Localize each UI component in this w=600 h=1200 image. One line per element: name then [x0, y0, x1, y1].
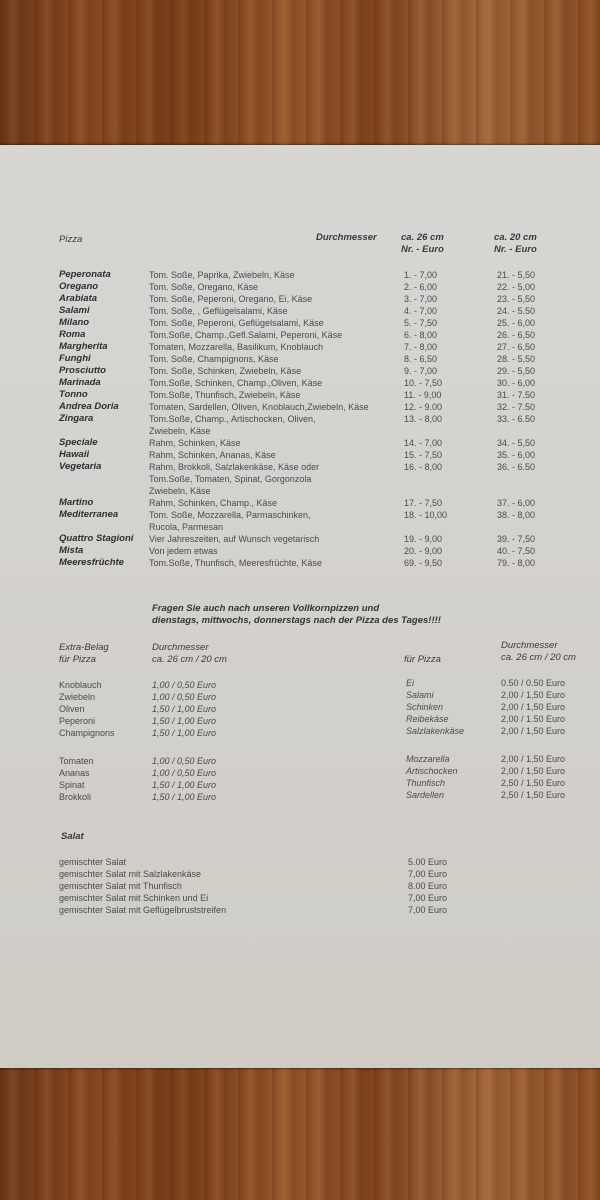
extra-left-topping-price: 1,50 / 1,00 Euro [152, 792, 217, 802]
pizza-name: Milano [59, 317, 90, 328]
extra-right-topping-name: Salzlakenkäse [406, 726, 465, 736]
pizza-name: Peperonata [59, 269, 111, 280]
price-20cm: 21. - 5,50 [497, 270, 536, 280]
extra-left-topping-price: 1,50 / 1,00 Euro [152, 704, 217, 714]
col26-size-label: ca. 26 cm [401, 232, 444, 243]
pizza-ingredients: Tom. Soße, , Geflügelsalami, Käse [149, 306, 288, 316]
pizza-ingredients: Vier Jahreszeiten, auf Wunsch vegetarisch [149, 534, 320, 544]
pizza-name: Margherita [59, 341, 108, 352]
pizza-section-title: Pizza [59, 234, 83, 245]
salat-price: 7,00 Euro [408, 893, 448, 903]
price-26cm: 6. - 8,00 [404, 330, 438, 340]
extra-left-topping-name: Knoblauch [59, 680, 102, 690]
price-20cm: 22. - 5,00 [497, 282, 536, 292]
pizza-ingredients: Tom.Soße, Thunfisch, Meeresfrüchte, Käse [149, 558, 322, 568]
extras-diameter-label-left: Durchmesser [152, 642, 209, 653]
price-20cm: 31. - 7.50 [497, 390, 536, 400]
extras-size-label-right: ca. 26 cm / 20 cm [501, 652, 576, 663]
extra-left-topping-price: 1,50 / 1,00 Euro [152, 728, 217, 738]
price-20cm: 23. - 5,50 [497, 294, 536, 304]
extra-right-topping-name: Schinken [406, 702, 444, 712]
pizza-ingredients: Tom. Soße, Mozzarella, Parmaschinken, [149, 510, 311, 520]
price-26cm: 3. - 7,00 [404, 294, 438, 304]
price-20cm: 39. - 7,50 [497, 534, 536, 544]
extra-left-topping-price: 1,50 / 1,00 Euro [152, 716, 217, 726]
extra-left-topping-name: Zwiebeln [59, 692, 96, 702]
pizza-ingredients: Tom. Soße, Champignons, Käse [149, 354, 279, 364]
price-26cm: 4. - 7,00 [404, 306, 438, 316]
price-26cm: 69. - 9,50 [404, 558, 443, 568]
extra-left-topping-name: Champignons [59, 728, 115, 738]
pizza-ingredients: Tom.Soße, Champ.,Gefl.Salami, Peperoni, Käse [149, 330, 343, 340]
pizza-name: Andrea Doria [59, 401, 119, 412]
pizza-ingredients: Tom. Soße, Peperoni, Oregano, Ei, Käse [149, 294, 313, 304]
pizza-ingredients: Tom.Soße, Tomaten, Spinat, Gorgonzola [149, 474, 312, 484]
extra-right-topping-price: 2,50 / 1,50 Euro [501, 790, 566, 800]
price-20cm: 36. - 6.50 [497, 462, 536, 472]
price-20cm: 30. - 6,00 [497, 378, 536, 388]
col26-unit-label: Nr. - Euro [401, 244, 444, 255]
col20-unit-label: Nr. - Euro [494, 244, 537, 255]
extra-right-topping-price: 2,00 / 1,50 Euro [501, 754, 566, 764]
pizza-ingredients: Rahm, Schinken, Ananas, Käse [149, 450, 276, 460]
note-line-1: Fragen Sie auch nach unseren Vollkornpizzen und [152, 603, 380, 614]
extra-left-topping-price: 1,00 / 0,50 Euro [152, 692, 217, 702]
extra-left-topping-name: Tomaten [59, 756, 94, 766]
salat-section-title: Salat [61, 831, 84, 842]
price-26cm: 7. - 8,00 [404, 342, 438, 352]
extra-right-topping-price: 2,00 / 1,50 Euro [501, 690, 566, 700]
extra-left-topping-price: 1,00 / 0,50 Euro [152, 768, 217, 778]
extra-left-topping-price: 1,00 / 0,50 Euro [152, 756, 217, 766]
pizza-name: Tonno [59, 389, 88, 400]
pizza-name: Quattro Stagioni [59, 533, 134, 544]
salat-name: gemischter Salat mit Salzlakenkäse [59, 869, 202, 879]
pizza-ingredients: Tomaten, Sardellen, Oliven, Knoblauch,Zwiebeln, Käse [149, 402, 369, 412]
extras-subtitle: für Pizza [59, 654, 96, 665]
extra-right-topping-name: Artischocken [406, 766, 458, 776]
pizza-name: Oregano [59, 281, 99, 292]
pizza-ingredients: Tom.Soße, Champ., Artischocken, Oliven, [149, 414, 316, 424]
price-26cm: 16. - 8,00 [404, 462, 443, 472]
price-20cm: 24. - 5.50 [497, 306, 536, 316]
pizza-ingredients: Rahm, Brokkoli, Salzlakenkäse, Käse oder [149, 462, 320, 472]
extra-right-topping-name: Thunfisch [406, 778, 446, 788]
price-26cm: 9. - 7,00 [404, 366, 438, 376]
extra-left-topping-price: 1,50 / 1,00 Euro [152, 780, 217, 790]
extra-left-topping-name: Peperoni [59, 716, 96, 726]
pizza-ingredients: Tomaten, Mozzarella, Basilikum, Knoblauch [149, 342, 324, 352]
pizza-name: Martino [59, 497, 94, 508]
pizza-name: Funghi [59, 353, 91, 364]
pizza-name: Zingara [59, 413, 94, 424]
extra-right-topping-name: Sardellen [406, 790, 445, 800]
pizza-name: Hawaii [59, 449, 90, 460]
price-20cm: 28. - 5,50 [497, 354, 536, 364]
extra-left-topping-name: Spinat [59, 780, 85, 790]
salat-name: gemischter Salat mit Thunfisch [59, 881, 182, 891]
price-26cm: 5. - 7,50 [404, 318, 438, 328]
price-26cm: 1. - 7,00 [404, 270, 438, 280]
extra-right-topping-price: 2,00 / 1,50 Euro [501, 766, 566, 776]
note-line-2: dienstags, mittwochs, donnerstags nach der Pizza des Tages!!!! [152, 615, 441, 626]
pizza-ingredients: Tom. Soße, Schinken, Zwiebeln, Käse [149, 366, 302, 376]
price-20cm: 40. - 7,50 [497, 546, 536, 556]
price-20cm: 33. - 6.50 [497, 414, 536, 424]
pizza-name: Meeresfrüchte [59, 557, 124, 568]
extra-right-topping-price: 0.50 / 0.50 Euro [501, 678, 566, 688]
price-20cm: 37. - 6,00 [497, 498, 536, 508]
pizza-ingredients: Tom.Soße, Schinken, Champ.,Oliven, Käse [149, 378, 323, 388]
price-20cm: 38. - 8,00 [497, 510, 536, 520]
price-20cm: 27. - 6,50 [497, 342, 536, 352]
extra-left-topping-name: Ananas [59, 768, 90, 778]
salat-name: gemischter Salat mit Schinken und Ei [59, 893, 209, 903]
price-26cm: 8. - 6,50 [404, 354, 438, 364]
price-26cm: 11. - 9,00 [404, 390, 442, 400]
extra-left-topping-name: Oliven [59, 704, 85, 714]
price-20cm: 26. - 6,50 [497, 330, 536, 340]
extras-title: Extra-Belag [59, 642, 109, 653]
salat-price: 7,00 Euro [408, 905, 448, 915]
pizza-name: Arabiata [59, 293, 98, 304]
salat-name: gemischter Salat [59, 857, 127, 867]
pizza-ingredients: Von jedem etwas [149, 546, 218, 556]
price-26cm: 13. - 8,00 [404, 414, 443, 424]
price-26cm: 14. - 7,00 [404, 438, 443, 448]
extra-left-topping-name: Brokkoli [59, 792, 92, 802]
price-26cm: 19. - 9,00 [404, 534, 443, 544]
pizza-ingredients: Zwiebeln, Käse [149, 486, 211, 496]
extra-left-topping-price: 1,00 / 0,50 Euro [152, 680, 217, 690]
price-26cm: 15. - 7,50 [404, 450, 443, 460]
price-26cm: 10. - 7,50 [404, 378, 443, 388]
pizza-name: Mista [59, 545, 84, 556]
pizza-name: Prosciutto [59, 365, 106, 376]
extra-right-topping-name: Ei [406, 678, 415, 688]
price-20cm: 29. - 5,50 [497, 366, 536, 376]
pizza-ingredients: Zwiebeln, Käse [149, 426, 211, 436]
extra-right-topping-name: Mozzarella [406, 754, 450, 764]
price-20cm: 34. - 5,50 [497, 438, 536, 448]
price-20cm: 79. - 8,00 [497, 558, 536, 568]
diameter-label: Durchmesser [316, 232, 377, 243]
pizza-name: Mediterranea [59, 509, 119, 520]
salat-name: gemischter Salat mit Geflügelbruststreifen [59, 905, 227, 915]
pizza-name: Speciale [59, 437, 98, 448]
pizza-ingredients: Tom. Soße, Paprika, Zwiebeln, Käse [149, 270, 295, 280]
price-26cm: 17. - 7,50 [404, 498, 443, 508]
pizza-name: Marinada [59, 377, 101, 388]
pizza-name: Vegetaria [59, 461, 102, 472]
pizza-ingredients: Tom.Soße, Thunfisch, Zwiebeln, Käse [149, 390, 301, 400]
extras-diameter-label-right: Durchmesser [501, 640, 558, 651]
price-26cm: 12. - 9.00 [404, 402, 443, 412]
pizza-name: Roma [59, 329, 86, 340]
extra-right-topping-price: 2,00 / 1,50 Euro [501, 726, 566, 736]
pizza-name: Salami [59, 305, 90, 316]
pizza-ingredients: Rahm, Schinken, Champ., Käse [149, 498, 278, 508]
extras-size-label-left: ca. 26 cm / 20 cm [152, 654, 227, 665]
pizza-ingredients: Tom. Soße, Peperoni, Geflügelsalami, Käse [149, 318, 324, 328]
price-26cm: 18. - 10,00 [404, 510, 448, 520]
pizza-ingredients: Rucola, Parmesan [149, 522, 224, 532]
price-26cm: 2. - 6,00 [404, 282, 438, 292]
extra-right-topping-price: 2,00 / 1,50 Euro [501, 702, 566, 712]
pizza-ingredients: Rahm, Schinken, Käse [149, 438, 241, 448]
extra-right-topping-name: Salami [406, 690, 434, 700]
salat-price: 8.00 Euro [408, 881, 448, 891]
price-20cm: 32. - 7.50 [497, 402, 536, 412]
price-20cm: 25. - 6,00 [497, 318, 536, 328]
salat-price: 7,00 Euro [408, 869, 448, 879]
salat-price: 5.00 Euro [408, 857, 448, 867]
price-20cm: 35. - 6,00 [497, 450, 536, 460]
extra-right-topping-price: 2,50 / 1,50 Euro [501, 778, 566, 788]
extra-right-topping-name: Reibekäse [406, 714, 449, 724]
price-26cm: 20. - 9,00 [404, 546, 443, 556]
extra-right-topping-price: 2,00 / 1.50 Euro [501, 714, 566, 724]
pizza-ingredients: Tom. Soße, Oregano, Käse [149, 282, 259, 292]
col20-size-label: ca. 20 cm [494, 232, 537, 243]
extras-subtitle-right: für Pizza [404, 654, 441, 665]
